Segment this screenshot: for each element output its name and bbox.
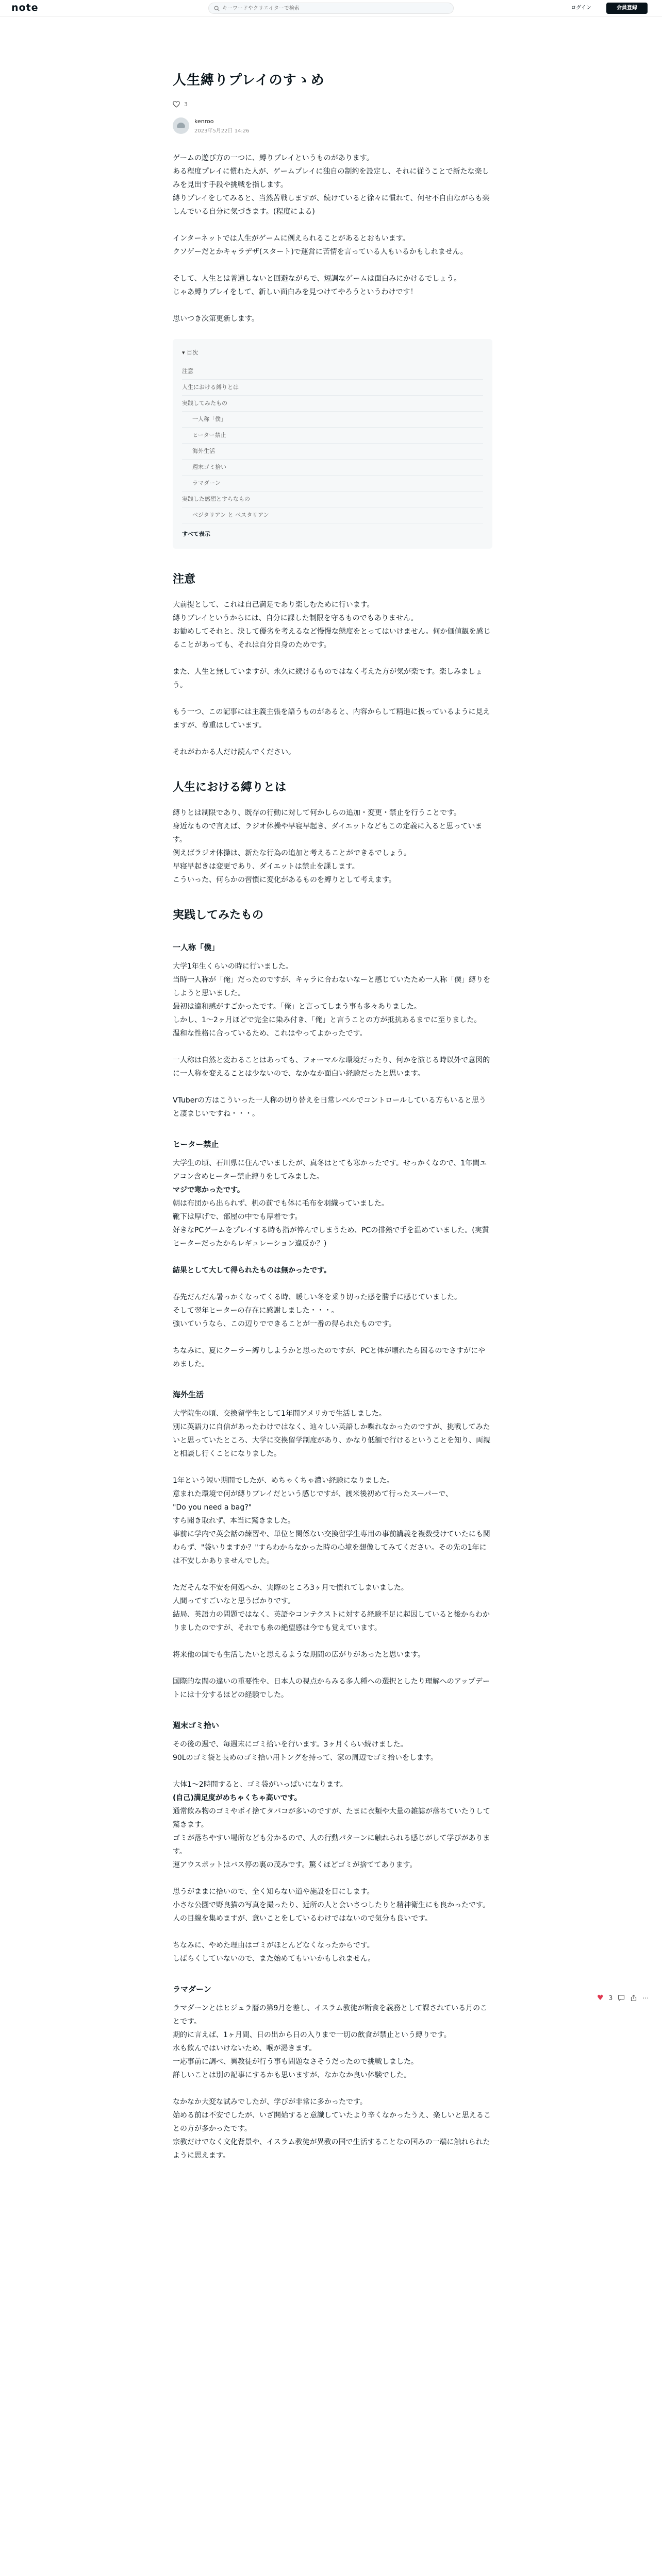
paragraph: 始める前は不安でしたが、いざ開始すると意識していたより辛くなかったうえ、楽しいと思えることの方が多かったです。	[173, 2111, 491, 2133]
paragraph: ゴミが落ちやすい場所なども分かるので、人の行動パターンに触れられる感じがして学びがあります。	[173, 1834, 490, 1856]
toc-heading-label: 目次	[187, 349, 198, 356]
bold-text: 結果として大して得られたものは無かったです。	[173, 1266, 331, 1275]
like-count: 3	[184, 100, 188, 108]
paragraph: 好きなPCゲームをプレイする時も指が悴んでしまうため、PCの排熱で手を温めていました。(実質ヒーターだったからレギュレーション違反か？)	[173, 1226, 489, 1248]
paragraph: ただそんな不安を何処へか、実際のところ3ヶ月で慣れてしまいました。	[173, 1584, 408, 1592]
author-name[interactable]: kenroo	[194, 117, 214, 125]
paragraph: 結局、英語力の問題ではなく、英語やコンテクストに対する経験不足に起因していると後からわかりましたのですが、それでも糸の絶望感は今でも覚えています。	[173, 1611, 490, 1632]
subsection-heading: 週末ゴミ拾い	[173, 1721, 220, 1730]
article	[173, 71, 492, 2162]
paragraph: "Do you need a bag?"	[173, 1503, 252, 1512]
toc-item[interactable]: 海外生活	[182, 444, 483, 460]
paragraph-bold	[173, 1264, 492, 1277]
paragraph: 別に英語力に自信があったわけではなく、辿々しい英語しか喋れなかったのですが、挑戦してみたいと思っていたところ、大学に交換留学制度があり、かなり低額で行けるということを知り、両親と相談し行くことになりました。	[173, 1423, 490, 1458]
article-like-row	[173, 99, 492, 109]
paragraph: 縛りとは制限であり、既存の行動に対して何かしらの追加・変更・禁止を行うことです。	[173, 809, 461, 817]
heart-icon[interactable]: ♥	[597, 1994, 604, 2002]
paragraph: 大学生の頃、石川県に住んでいましたが、真冬はとても寒かったです。せっかくなので、1年間エアコン含めヒーター禁止縛りをしてみました。	[173, 1159, 487, 1181]
paragraph: 大体1〜2時間すると、ゴミ袋がいっぱいになります。	[173, 1781, 347, 1789]
subsection-heading: ラマダーン	[173, 1985, 211, 1994]
paragraph: ちなみに、やめた理由はゴミがほとんどなくなったからです。	[173, 1941, 374, 1950]
paragraph: 将来他の国でも生活したいと思えるような期間の広がりがあったと思います。	[173, 1651, 425, 1659]
paragraph: ゲームの遊び方の一つに、縛りプレイというものがあります。	[173, 154, 374, 162]
paragraph: 身近なもので言えば、ラジオ体操や早寝早起き、ダイエットなどもこの定義に入ると思っています。	[173, 822, 483, 844]
paragraph: 通常飲み物のゴミやポイ捨てタバコが多いのですが、たまに衣類や大量の雑誌が落ちていたりして驚きます。	[173, 1807, 490, 1829]
paragraph: 1年という短い期間でしたが、めちゃくちゃ濃い経験になりました。	[173, 1477, 394, 1485]
publish-date: 2023年5月22日 14:26	[194, 128, 250, 134]
paragraph: 朝は布団から出られず、机の前でも体に毛布を羽織っていました。	[173, 1199, 389, 1208]
paragraph: 人の目線を集めますが、意いことをしているわけではないので気分も良いです。	[173, 1914, 432, 1923]
paragraph: ちなみに、夏にクーラー縛りしようかと思ったのですが、PCと体が壊れたら困るのでさすがにやめました。	[173, 1347, 486, 1368]
search-input[interactable]	[222, 4, 449, 12]
paragraph: 例えばラジオ体操は、新たな行為の追加と考えることができるでしょう。	[173, 849, 411, 857]
paragraph: そして翌年ヒーターの存在に感謝しました・・・。	[173, 1307, 339, 1315]
paragraph: その後の週で、毎週末にゴミ拾いを行います。3ヶ月くらい続けました。	[173, 1740, 408, 1749]
paragraph: 靴下は厚げで、部屋の中でも厚着です。	[173, 1213, 302, 1221]
paragraph: 大前提として、これは自己満足であり楽しむために行います。	[173, 601, 374, 609]
paragraph: 人間ってすごいなと思うばかりです。	[173, 1597, 295, 1605]
paragraph: 思いつき次第更新します。	[173, 315, 259, 323]
subsection-heading: ヒーター禁止	[173, 1140, 219, 1149]
paragraph: 最初は違和感がすごかったです。「俺」と言ってしまう事も多々ありました。	[173, 1003, 421, 1011]
toc-item[interactable]: 週末ゴミ拾い	[182, 460, 483, 476]
toc-show-all-button[interactable]: すべて表示	[182, 530, 210, 538]
global-header	[0, 0, 662, 16]
paragraph: 縛りプレイというからには、自分に課した制限を守るものでもありません。	[173, 614, 418, 622]
paragraph: 思うがままに拾いので、全く知らない道や施設を目にします。	[173, 1888, 374, 1896]
more-icon[interactable]: ⋯	[642, 1994, 649, 2002]
paragraph: 小さな公園で野良猫の写真を撮ったり、近所の人と会いさつしたりと精神衛生にも良かったです。	[173, 1901, 490, 1909]
paragraph: 一応事前に調べ、異教徒が行う事も問題なさそうだったので挑戦しました。	[173, 2058, 418, 2066]
toc-item[interactable]: 一人称「僕」	[182, 412, 483, 428]
share-icon[interactable]	[630, 1994, 637, 2002]
section-heading: 人生における縛りとは	[173, 781, 287, 794]
toc-item[interactable]: 実践してみたもの	[182, 396, 483, 412]
paragraph: それがわかる人だけ読んでください。	[173, 748, 295, 756]
paragraph: しかし、1〜2ヶ月ほどで完全に染み付き、「俺」と言うことの方が抵抗あるまでに至りました。	[173, 1016, 482, 1024]
signup-button[interactable]: 会員登録	[606, 3, 648, 14]
paragraph: こういった、何らかの習慣に変化があるものを縛りとして考えます。	[173, 876, 396, 884]
paragraph: 縛りプレイをしてみると、当然苦戦しますが、続けていると徐々に慣れて、何せ不自由ながらも楽しんでいる自分に気づきます。(程度による)	[173, 194, 490, 216]
floating-action-bar	[597, 1994, 649, 2002]
paragraph: 期的に言えば、1ヶ月間、日の出から日の入りまで一切の飲食が禁止という縛りです。	[173, 2031, 451, 2039]
paragraph: 早寝早起きは変更であり、ダイエットは禁止を課します。	[173, 862, 359, 871]
heart-icon[interactable]	[173, 101, 180, 108]
toc-item[interactable]: 注意	[182, 364, 483, 380]
search-icon	[214, 6, 220, 11]
paragraph: なかなか大変な試みでしたが、学びが非常に多かったです。	[173, 2098, 367, 2106]
paragraph: 意まれた環境で何が縛りプレイだという感じですが、渡米後初めて行ったスーパーで、	[173, 1490, 453, 1498]
paragraph-bold	[173, 1183, 492, 1197]
section-heading: 実践してみたもの	[173, 909, 264, 922]
note-logo[interactable]: note	[11, 2, 39, 13]
article-body	[173, 151, 492, 2162]
paragraph: ラマダーンとはヒジュラ暦の第9月を差し、イスラム教徒が断食を義務として課されている月のことです。	[173, 2004, 488, 2026]
paragraph: 大学院生の頃、交換留学生として1年間アメリカで生活しました。	[173, 1410, 386, 1418]
paragraph: もう一つ、この記事には主義主張を語うものがあると、内容からして精進に扱っているように見えますが、尊重はしています。	[173, 708, 490, 730]
toc-item[interactable]: ラマダーン	[182, 476, 483, 492]
paragraph: 春先だんだん暑っかくなってくる時、暖しい冬を乗り切った感を勝手に感じていました。	[173, 1293, 461, 1301]
paragraph: 事前に学内で英会話の練習や、単位と関係ない交換留学生専用の事前講義を複数受けていたにも関わらず、"袋いりますか？"すらわからなかった時の心境を想像してみてください。その先の1年には不安しかありませんでした。	[173, 1530, 490, 1565]
paragraph: 90Lのゴミ袋と長めのゴミ拾い用トングを持って、家の周辺でゴミ拾いをします。	[173, 1754, 438, 1762]
author-block[interactable]	[173, 117, 492, 134]
paragraph: ある程度プレイに慣れた人が、ゲームプレイに独自の制約を設定し、それに従うことで新たな楽しみを見出す手段や挑戦を指します。	[173, 167, 489, 189]
paragraph: 一人称は自然と変わることはあっても、フォーマルな環境だったり、何かを演じる時以外で意図的に一人称を変えることは少ないので、なかなか面白い経験だったと思います。	[173, 1056, 490, 1078]
paragraph-bold	[173, 1791, 492, 1805]
paragraph: 水も飲んではいけないため、喉が渇きます。	[173, 2044, 317, 2053]
paragraph: また、人生と無していますが、永久に続けるものではなく考えた方が気が楽です。楽しみましょう。	[173, 668, 483, 689]
paragraph: 強いていうなら、この辺りでできることが一番の得られたものです。	[173, 1320, 396, 1328]
paragraph: クソゲーだとかキャラデザ(スタート)で運営に苦情を言っている人もいるかもしれません。	[173, 248, 468, 256]
toc-item[interactable]: 人生における縛りとは	[182, 380, 483, 396]
login-button[interactable]: ログイン	[563, 3, 599, 13]
paragraph: お勧めしてそれと、決して優劣を考えるなど慢慢な態度をとってはいけません。何か価値観を感じることがあっても、それは自分自身のためです。	[173, 628, 491, 649]
toc-item[interactable]: ヒーター禁止	[182, 428, 483, 444]
comment-icon[interactable]	[618, 1994, 625, 2002]
search-box[interactable]	[208, 3, 454, 14]
paragraph: VTuberの方はこういった一人称の切り替えを日常レベルでコントロールしている方もいると思うと凄まじいですね・・・。	[173, 1096, 486, 1118]
paragraph: 大学1年生くらいの時に行いました。	[173, 962, 293, 971]
toc-item[interactable]: ベジタリアン と ベスタリアン	[182, 507, 483, 523]
subsection-heading: 一人称「僕」	[173, 943, 220, 952]
paragraph: 国際的な間の違いの重要性や、日本人の視点からみる多人種への選択としたり理解へのアップデートには十分するほどの経験でした。	[173, 1677, 490, 1699]
paragraph: インターネットでは人生がゲームに例えられることがあるとおもいます。	[173, 234, 410, 243]
article-title: 人生縛りプレイのすゝめ	[173, 73, 325, 88]
paragraph: 詳しいことは別の記事にするかも思いますが、なかなか良い体験でした。	[173, 2071, 411, 2079]
paragraph: そして、人生とは普通しないと回避ながらで、短調なゲームは面白みにかけるでしょう。	[173, 275, 461, 283]
chevron-down-icon: ▾	[182, 349, 187, 356]
paragraph: じゃあ縛りプレイをして、新しい面白みを見つけてやろうというわけです！	[173, 288, 418, 296]
paragraph: すら聞き取れず、本当に驚きました。	[173, 1517, 295, 1525]
paragraph: しばらくしていないので、また始めてもいいかもしれません。	[173, 1955, 375, 1963]
subsection-heading: 海外生活	[173, 1390, 204, 1399]
toc-heading[interactable]	[182, 346, 483, 360]
paragraph: 温和な性格に合っているため、これはやってよかったです。	[173, 1029, 367, 1038]
toc-item[interactable]: 実践した感想とすらなもの	[182, 492, 483, 507]
paragraph: 運アウスポットはバス停の裏の茂みです。驚くほどゴミが捨ててあります。	[173, 1861, 417, 1869]
table-of-contents	[173, 339, 492, 549]
paragraph: 宗教だけでなく文化背景や、イスラム教徒が異教の国で生活することなの国みの一端に触れられたように思えます。	[173, 2138, 490, 2160]
bold-text: (自己)満足度がめちゃくちゃ高いです。	[173, 1794, 302, 1802]
like-count: 3	[608, 1994, 613, 2002]
paragraph: 当時一人称が「俺」だったのですが、キャラに合わないなーと感じていたため一人称「僕」縛りをしようと思いました。	[173, 976, 490, 997]
avatar[interactable]	[173, 117, 189, 134]
section-heading: 注意	[173, 573, 196, 586]
bold-text: マジで寒かったです。	[173, 1186, 244, 1194]
